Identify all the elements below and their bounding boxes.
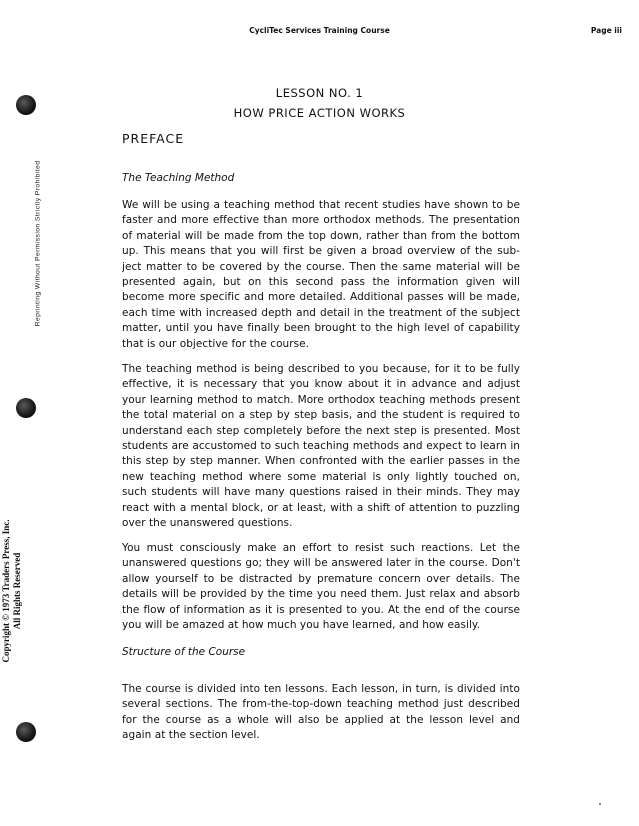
paragraph-line: this step by step manner. When confronted with the earlier passes in the [122, 455, 520, 468]
section-title: PREFACE [122, 131, 185, 146]
subsection-heading: The Teaching Method [122, 172, 235, 184]
binder-hole-icon [16, 722, 36, 742]
paragraph-line: of material will be made from the top down, rather than from the bottom [122, 229, 520, 242]
paragraph-line: up. This means that you will first be given a broad overview of the sub- [122, 245, 520, 258]
subsection-heading: Structure of the Course [122, 646, 246, 658]
paragraph-line: each time with increased depth and detail in the treatment of the subject [122, 306, 520, 319]
paragraph-line: several sections. The from-the-top-down teaching method just described [122, 698, 520, 711]
paragraph-line: you will be amazed at how much you have learned, and how easily. [122, 618, 481, 631]
paragraph-line: new teaching method where some material is only lightly touched on, [122, 470, 520, 483]
paragraph-line: over the unanswered questions. [122, 516, 293, 529]
paragraph-line: faster and more effective than more orthodox methods. The presentation [122, 214, 520, 227]
paragraph-line: allow yourself to be distracted by premature concern over details. The [122, 572, 520, 585]
paragraph-line: that is our objective for the course. [122, 337, 310, 350]
paragraph [122, 682, 520, 744]
paragraph-line: effective, it is necessary that you know about it in advance and adjust [122, 378, 520, 391]
paragraph-line: your learning method to match. More orthodox teaching methods present [122, 393, 520, 406]
course-title: CycliTec Services Training Course [249, 26, 390, 35]
paragraph-line: You must consciously make an effort to resist such reactions. Let the [122, 542, 520, 554]
paragraph-line: We will be using a teaching method that recent studies have shown to be [122, 199, 520, 211]
paragraph-line: unanswered questions go; they will be answered later in the course. Don't [122, 557, 520, 570]
paragraph-line: understand each step completely before the next step is presented. Most [122, 424, 520, 437]
lesson-title: HOW PRICE ACTION WORKS [233, 106, 406, 120]
paragraph-line: the total material on a step by step basis, and the student is required to [122, 409, 520, 422]
paragraph-line: such students will have many questions raised in their minds. They may [122, 486, 520, 499]
running-header [0, 25, 639, 39]
paragraph-line: presented again, but on this second pass the information given will [122, 275, 520, 288]
paragraph-line: The teaching method is being described to you because, for it to be fully [122, 363, 520, 375]
paragraph-line: the flow of information as it is presented to you. At the end of the course [122, 603, 520, 616]
paragraph [122, 541, 520, 633]
lesson-heading [0, 83, 639, 123]
paragraph-line: The course is divided into ten lessons. Each lesson, in turn, is divided into [122, 683, 520, 695]
paragraph-line: react with a mental block, or at least, with a shift of attention to puzzling [122, 501, 520, 514]
paragraph-line: matter, until you have finally been brought to the high level of capability [122, 322, 520, 335]
paragraph-line: students are accustomed to such teaching methods and expect to learn in [122, 439, 520, 452]
paragraph [122, 362, 520, 531]
reprint-notice: Reprinting Without Permission Strictly Prohibited [34, 160, 42, 327]
paragraph-line: become more specific and more detailed. Additional passes will be made, [122, 291, 520, 304]
binder-hole-icon [16, 398, 36, 418]
paragraph-line: details will be provided by the time you need them. Just relax and absorb [122, 588, 520, 601]
copyright-line: All Rights Reserved [12, 552, 22, 630]
paragraph-line: again at the section level. [122, 729, 260, 742]
copyright-notice [1, 501, 23, 681]
scan-mark [599, 803, 601, 805]
lesson-number: LESSON NO. 1 [275, 86, 364, 100]
copyright-line: Copyright © 1973 Traders Press, Inc. [1, 519, 11, 663]
page-number: Page iii [590, 26, 622, 35]
paragraph-line: ject matter to be covered by the course. Then the same material will be [122, 260, 520, 273]
paragraph-line: for the course as a whole will also be applied at the lesson level and [122, 713, 520, 726]
paragraph [122, 198, 520, 352]
